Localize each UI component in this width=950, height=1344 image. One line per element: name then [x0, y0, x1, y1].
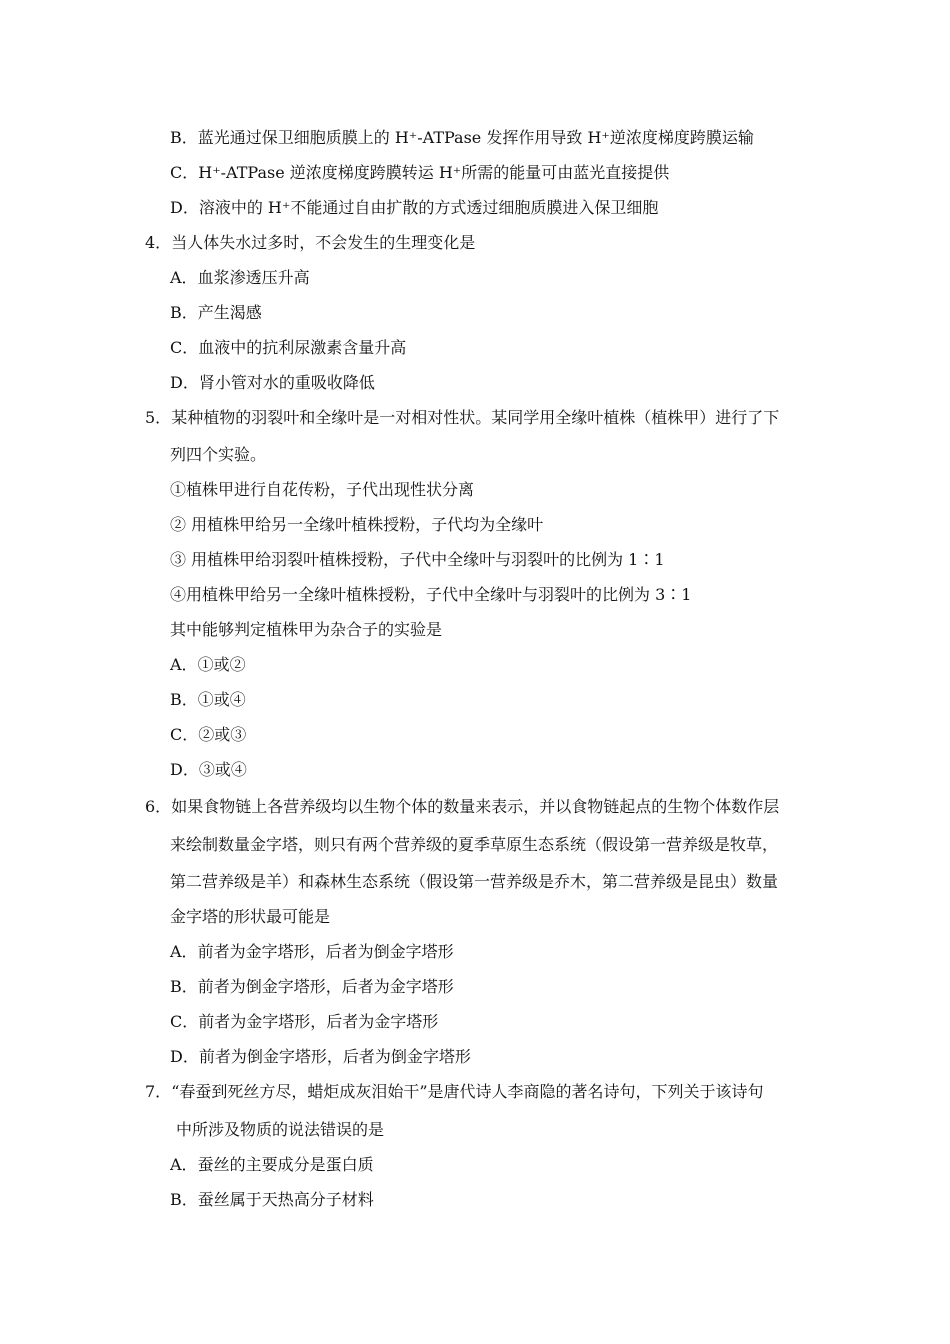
- q7-option-a: [170, 1155, 374, 1175]
- q5-option-a: [170, 655, 246, 675]
- option-label: C．: [170, 163, 199, 182]
- q5-stem-line-1: [145, 408, 779, 428]
- question-text: 某种植物的羽裂叶和全缘叶是一对相对性状。某同学用全缘叶植株（植株甲）进行了下: [171, 408, 780, 427]
- option-text: 肾小管对水的重吸收降低: [198, 373, 375, 392]
- option-label: D．: [170, 760, 199, 779]
- option-label: B．: [170, 303, 198, 322]
- q7-option-b: [170, 1190, 374, 1210]
- option-label: A．: [170, 268, 198, 287]
- option-text: 前者为倒金字塔形，后者为金字塔形: [197, 977, 454, 996]
- option-text: 血浆渗透压升高: [197, 268, 310, 287]
- option-text: 溶液中的 H⁺不能通过自由扩散的方式透过细胞质膜进入保卫细胞: [198, 198, 659, 217]
- option-text: 血液中的抗利尿激素含量升高: [198, 338, 407, 357]
- q5-option-b: [170, 690, 246, 710]
- question-text: 如果食物链上各营养级均以生物个体的数量来表示，并以食物链起点的生物个体数作层: [171, 797, 780, 816]
- option-label: B．: [170, 977, 198, 996]
- q4-option-d: [170, 373, 375, 393]
- option-label: C．: [170, 725, 199, 744]
- option-text: 产生渴感: [197, 303, 262, 322]
- option-text: ③或④: [198, 760, 247, 779]
- q6-stem-line-3: 第二营养级是羊）和森林生态系统（假设第一营养级是乔木，第二营养级是昆虫）数量: [170, 872, 779, 891]
- option-text: 蓝光通过保卫细胞质膜上的 H⁺-ATPase 发挥作用导致 H⁺逆浓度梯度跨膜运输: [197, 128, 754, 147]
- q6-stem-line-2: 来绘制数量金字塔，则只有两个营养级的夏季草原生态系统（假设第一营养级是牧草，: [170, 835, 779, 854]
- q5-experiment-2: ② 用植株甲给另一全缘叶植株授粉，子代均为全缘叶: [170, 515, 544, 534]
- q5-question: 其中能够判定植株甲为杂合子的实验是: [170, 620, 443, 639]
- option-label: C．: [170, 1012, 199, 1031]
- q7-stem-line-1: [145, 1082, 764, 1102]
- option-label: A．: [170, 942, 198, 961]
- q4-option-b: [170, 303, 262, 323]
- option-text: H⁺-ATPase 逆浓度梯度跨膜转运 H⁺所需的能量可由蓝光直接提供: [198, 163, 670, 182]
- option-text: 蚕丝的主要成分是蛋白质: [197, 1155, 374, 1174]
- option-label: D．: [170, 198, 199, 217]
- option-text: 蚕丝属于天热高分子材料: [197, 1190, 374, 1209]
- q5-experiment-4: ④用植株甲给另一全缘叶植株授粉，子代中全缘叶与羽裂叶的比例为 3∶1: [170, 585, 692, 604]
- q6-stem-line-1: [145, 797, 779, 817]
- q6-option-c: [170, 1012, 438, 1032]
- q6-option-d: [170, 1047, 471, 1067]
- q6-option-a: [170, 942, 454, 962]
- q7-stem-line-2: 中所涉及物质的说法错误的是: [176, 1120, 385, 1139]
- q5-option-d: [170, 760, 247, 780]
- q5-option-c: [170, 725, 246, 745]
- option-label: B．: [170, 690, 198, 709]
- q3-option-b: [170, 128, 754, 148]
- question-text: “春蚕到死丝方尽，蜡炬成灰泪始干”是唐代诗人李商隐的著名诗句，下列关于该诗句: [171, 1082, 764, 1101]
- option-label: B．: [170, 128, 198, 147]
- q3-option-d: [170, 198, 658, 218]
- option-text: ①或④: [197, 690, 246, 709]
- option-text: 前者为倒金字塔形，后者为倒金字塔形: [198, 1047, 471, 1066]
- q5-experiment-1: ①植株甲进行自花传粉，子代出现性状分离: [170, 480, 475, 499]
- q4-option-a: [170, 268, 310, 288]
- q4-stem: [145, 233, 475, 253]
- option-label: D．: [170, 1047, 199, 1066]
- question-number: 5．: [145, 408, 172, 427]
- option-label: C．: [170, 338, 199, 357]
- q6-stem-line-4: 金字塔的形状最可能是: [170, 907, 331, 926]
- option-label: D．: [170, 373, 199, 392]
- question-number: 6．: [145, 797, 172, 816]
- option-text: ②或③: [198, 725, 247, 744]
- option-label: A．: [170, 1155, 198, 1174]
- question-number: 7．: [145, 1082, 172, 1101]
- q6-option-b: [170, 977, 454, 997]
- option-label: B．: [170, 1190, 198, 1209]
- q4-option-c: [170, 338, 406, 358]
- question-text: 当人体失水过多时，不会发生的生理变化是: [171, 233, 476, 252]
- option-text: ①或②: [197, 655, 246, 674]
- option-label: A．: [170, 655, 198, 674]
- q3-option-c: [170, 163, 669, 183]
- option-text: 前者为金字塔形，后者为金字塔形: [198, 1012, 439, 1031]
- question-number: 4．: [145, 233, 172, 252]
- q5-experiment-3: ③ 用植株甲给羽裂叶植株授粉，子代中全缘叶与羽裂叶的比例为 1∶1: [170, 550, 665, 569]
- option-text: 前者为金字塔形，后者为倒金字塔形: [197, 942, 454, 961]
- q5-stem-line-2: 列四个实验。: [170, 445, 267, 464]
